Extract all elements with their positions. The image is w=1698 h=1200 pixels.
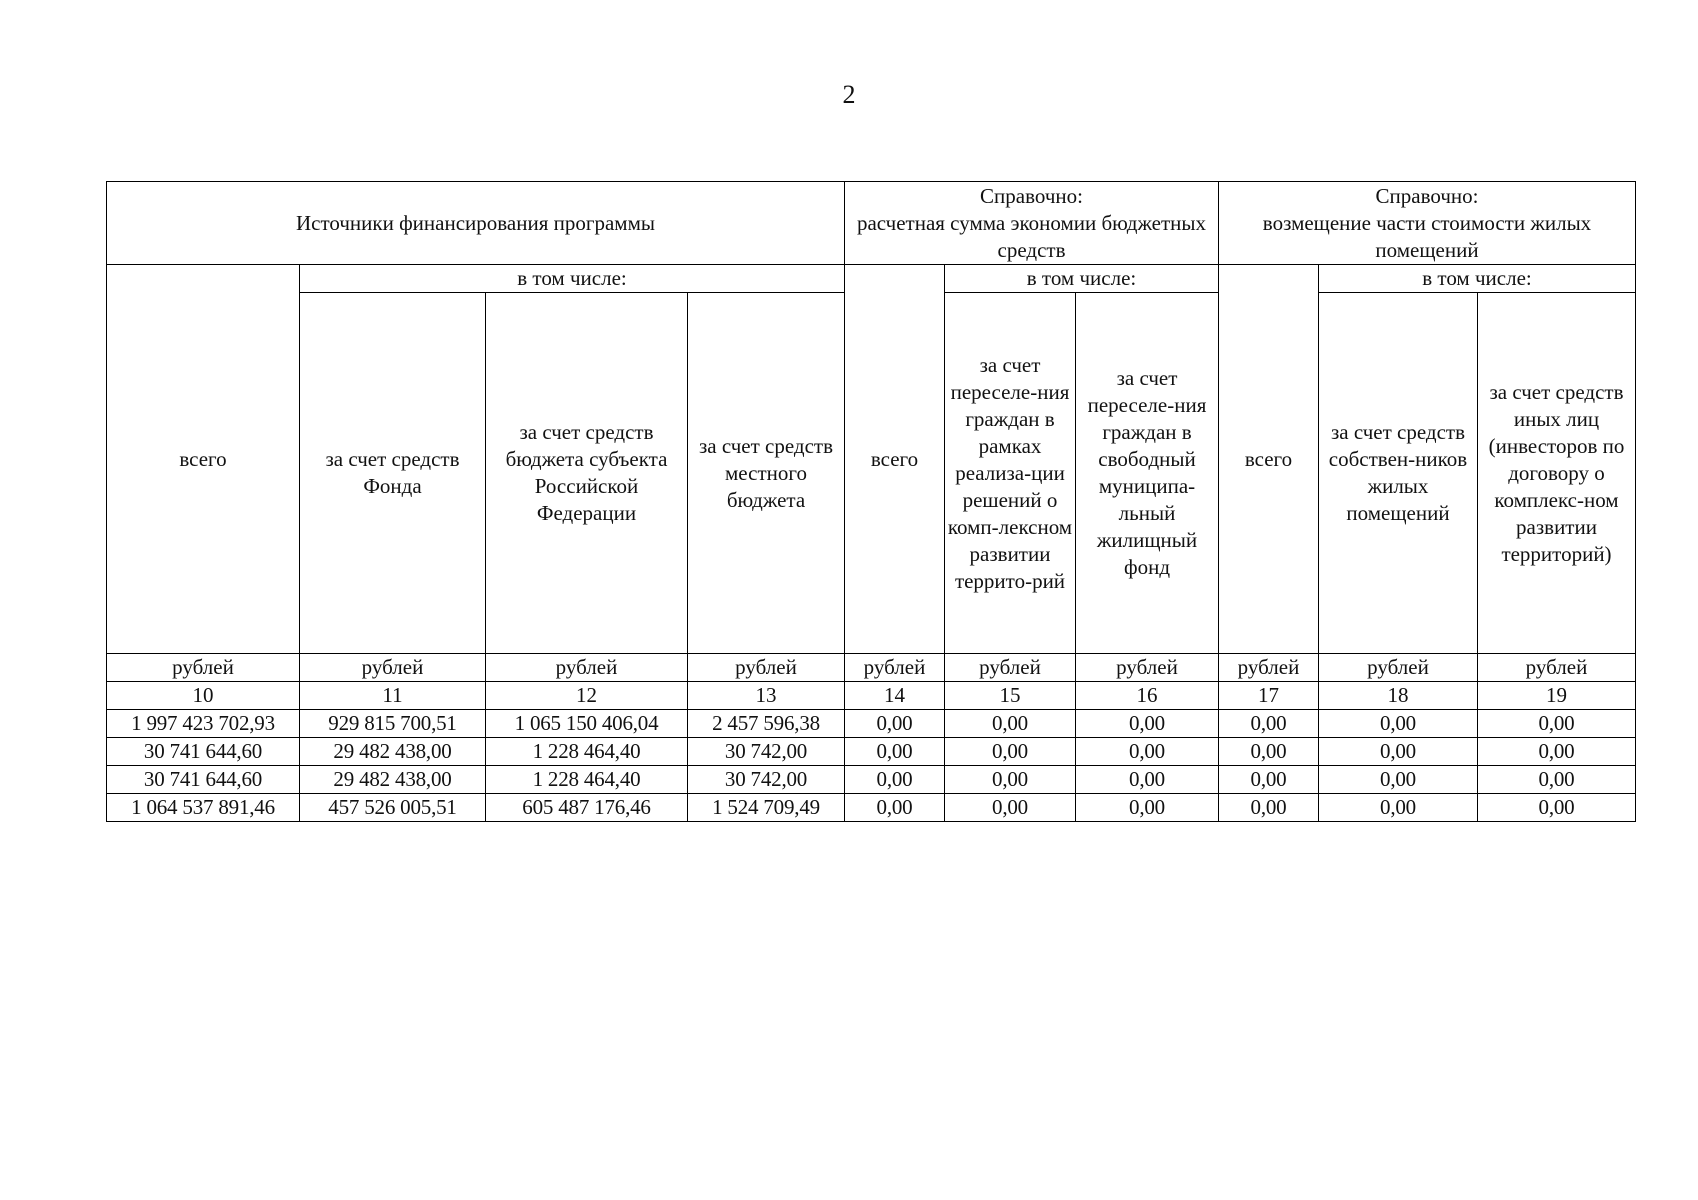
table-cell: 1 064 537 891,46 (107, 794, 300, 822)
table-cell: 0,00 (1478, 710, 1636, 738)
column-number-cell: 16 (1076, 682, 1219, 710)
table-cell: 30 742,00 (688, 766, 845, 794)
table-cell: 605 487 176,46 (486, 794, 688, 822)
unit-cell: рублей (486, 654, 688, 682)
column-number-cell: 11 (300, 682, 486, 710)
unit-cell: рублей (300, 654, 486, 682)
savings-group-header (845, 182, 1219, 265)
table-cell: 1 228 464,40 (486, 766, 688, 794)
table-cell: 0,00 (1319, 794, 1478, 822)
group-header-row (107, 182, 1636, 265)
table-cell: 0,00 (845, 738, 945, 766)
table-cell: 29 482 438,00 (300, 738, 486, 766)
col-13-header: за счет средств местного бюджета (688, 293, 845, 654)
financing-table (106, 181, 1636, 822)
savings-header-line1: Справочно: (980, 183, 1083, 208)
sources-group-header: Источники финансирования программы (107, 182, 845, 265)
table-cell: 0,00 (945, 710, 1076, 738)
column-number-cell: 18 (1319, 682, 1478, 710)
unit-cell: рублей (1076, 654, 1219, 682)
table-row (107, 738, 1636, 766)
table-row (107, 794, 1636, 822)
unit-cell: рублей (688, 654, 845, 682)
table-cell: 1 228 464,40 (486, 738, 688, 766)
table-cell: 929 815 700,51 (300, 710, 486, 738)
table-cell: 1 524 709,49 (688, 794, 845, 822)
table-cell: 29 482 438,00 (300, 766, 486, 794)
compensation-header-line1: Справочно: (1375, 183, 1479, 208)
col-16-header: за счет переселе-ния граждан в свободный муниципа-льный жилищный фонд (1076, 293, 1219, 654)
table-cell: 0,00 (845, 794, 945, 822)
sources-including-header: в том числе: (300, 265, 845, 293)
column-number-cell: 14 (845, 682, 945, 710)
savings-header-line2: расчетная сумма экономии бюджетных средств (856, 210, 1207, 262)
unit-cell: рублей (1219, 654, 1319, 682)
table-cell: 0,00 (1219, 766, 1319, 794)
unit-cell: рублей (107, 654, 300, 682)
table-cell: 0,00 (1319, 710, 1478, 738)
table-cell: 0,00 (1219, 738, 1319, 766)
table-cell: 1 065 150 406,04 (486, 710, 688, 738)
column-number-row (107, 682, 1636, 710)
unit-cell: рублей (945, 654, 1076, 682)
compensation-header-line2: возмещение части стоимости жилых помещений (1262, 210, 1592, 262)
compensation-group-header (1219, 182, 1636, 265)
column-number-cell: 13 (688, 682, 845, 710)
table-cell: 0,00 (1478, 738, 1636, 766)
table-cell: 2 457 596,38 (688, 710, 845, 738)
table-cell: 0,00 (945, 766, 1076, 794)
savings-including-header: в том числе: (945, 265, 1219, 293)
unit-cell: рублей (845, 654, 945, 682)
table-cell: 30 741 644,60 (107, 738, 300, 766)
column-number-cell: 12 (486, 682, 688, 710)
table-cell: 0,00 (1219, 710, 1319, 738)
units-row (107, 654, 1636, 682)
table-row (107, 710, 1636, 738)
table-cell: 0,00 (945, 794, 1076, 822)
table-cell: 0,00 (945, 738, 1076, 766)
table-cell: 457 526 005,51 (300, 794, 486, 822)
table-cell: 0,00 (845, 766, 945, 794)
column-number-cell: 10 (107, 682, 300, 710)
table-cell: 0,00 (1319, 766, 1478, 794)
column-number-cell: 19 (1478, 682, 1636, 710)
table-row (107, 766, 1636, 794)
table-cell: 0,00 (845, 710, 945, 738)
table-cell: 0,00 (1076, 738, 1219, 766)
column-number-cell: 15 (945, 682, 1076, 710)
col-19-header: за счет средств иных лиц (инвесторов по договору о комплекс-ном развитии территорий) (1478, 293, 1636, 654)
table-cell: 0,00 (1478, 794, 1636, 822)
col-17-header: всего (1219, 265, 1319, 654)
col-15-header: за счет переселе-ния граждан в рамках реализа-ции решений о комп-лексном развитии террито-рий (945, 293, 1076, 654)
table-cell: 0,00 (1076, 710, 1219, 738)
col-14-header: всего (845, 265, 945, 654)
table-cell: 1 997 423 702,93 (107, 710, 300, 738)
col-10-header: всего (107, 265, 300, 654)
column-number-cell: 17 (1219, 682, 1319, 710)
table-cell: 0,00 (1219, 794, 1319, 822)
table-cell: 0,00 (1319, 738, 1478, 766)
col-12-header: за счет средств бюджета субъекта Российской Федерации (486, 293, 688, 654)
table-cell: 0,00 (1478, 766, 1636, 794)
unit-cell: рублей (1478, 654, 1636, 682)
table-cell: 30 742,00 (688, 738, 845, 766)
col-18-header: за счет средств собствен-ников жилых помещений (1319, 293, 1478, 654)
unit-cell: рублей (1319, 654, 1478, 682)
col-11-header: за счет средств Фонда (300, 293, 486, 654)
table-cell: 0,00 (1076, 766, 1219, 794)
table-cell: 30 741 644,60 (107, 766, 300, 794)
compensation-including-header: в том числе: (1319, 265, 1636, 293)
page-number: 2 (842, 80, 856, 109)
subheader-row (107, 265, 1636, 293)
table-cell: 0,00 (1076, 794, 1219, 822)
